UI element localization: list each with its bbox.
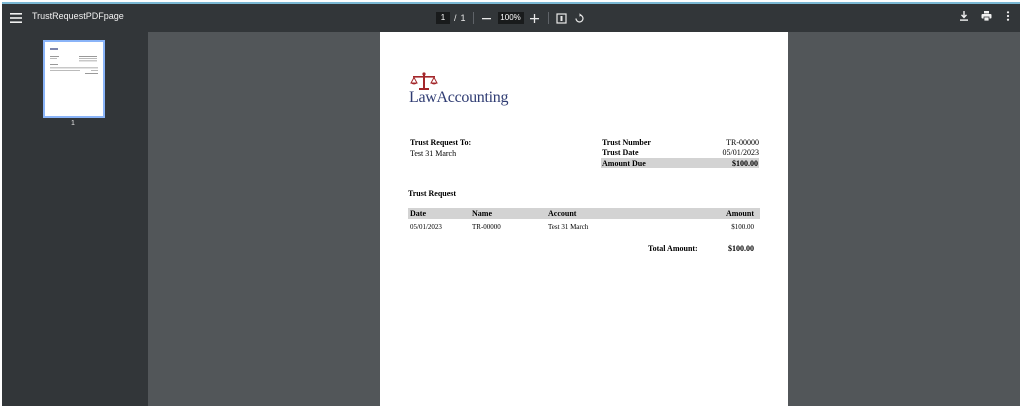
menu-icon[interactable] xyxy=(8,10,24,26)
thumbnail-sidebar xyxy=(2,32,148,406)
zoom-level-input[interactable]: 100% xyxy=(498,12,524,24)
document-title: TrustRequestPDFpage xyxy=(32,11,124,21)
toolbar-divider xyxy=(548,12,549,24)
total-amount-label: Total Amount: xyxy=(648,244,698,253)
viewer-toolbar xyxy=(2,4,1020,32)
column-header-name: Name xyxy=(472,209,492,218)
thumbnail-preview xyxy=(45,42,103,116)
table-cell-name: TR-00000 xyxy=(472,223,501,231)
minus-icon[interactable] xyxy=(481,12,493,24)
toolbar-actions xyxy=(958,10,1014,22)
table-cell-account: Test 31 March xyxy=(548,223,589,231)
more-vert-icon[interactable] xyxy=(1002,10,1014,22)
toolbar-divider xyxy=(473,12,474,24)
pdf-viewer-window xyxy=(2,2,1020,406)
plus-icon[interactable] xyxy=(529,12,541,24)
trust-date-label: Trust Date xyxy=(602,148,639,157)
pdf-page xyxy=(380,32,788,406)
section-title: Trust Request xyxy=(408,189,457,198)
current-page-input[interactable]: 1 xyxy=(436,12,450,24)
total-amount-value: $100.00 xyxy=(728,244,754,253)
download-icon[interactable] xyxy=(958,10,970,22)
total-pages: 1 xyxy=(460,13,466,23)
recipient-name: Test 31 March xyxy=(410,149,457,158)
page-separator: / xyxy=(454,13,457,23)
rotate-icon[interactable] xyxy=(574,12,586,24)
page-thumbnail[interactable] xyxy=(43,40,105,118)
fit-page-icon[interactable] xyxy=(556,12,568,24)
trust-number-value: TR-00000 xyxy=(726,138,759,147)
table-cell-amount: $100.00 xyxy=(731,223,754,231)
trust-number-label: Trust Number xyxy=(602,138,651,147)
page-zoom-controls xyxy=(436,9,586,27)
print-icon[interactable] xyxy=(980,10,992,22)
column-header-amount: Amount xyxy=(725,209,754,218)
company-logo-text: LawAccounting xyxy=(409,89,509,106)
table-cell-date: 05/01/2023 xyxy=(410,223,442,231)
trust-request-to-label: Trust Request To: xyxy=(410,138,472,147)
amount-due-value: $100.00 xyxy=(732,159,758,168)
thumbnail-page-number: 1 xyxy=(71,120,75,127)
amount-due-label: Amount Due xyxy=(602,159,646,168)
column-header-account: Account xyxy=(548,209,577,218)
column-header-date: Date xyxy=(410,209,426,218)
table-header-row xyxy=(408,208,760,219)
trust-date-value: 05/01/2023 xyxy=(722,148,759,157)
